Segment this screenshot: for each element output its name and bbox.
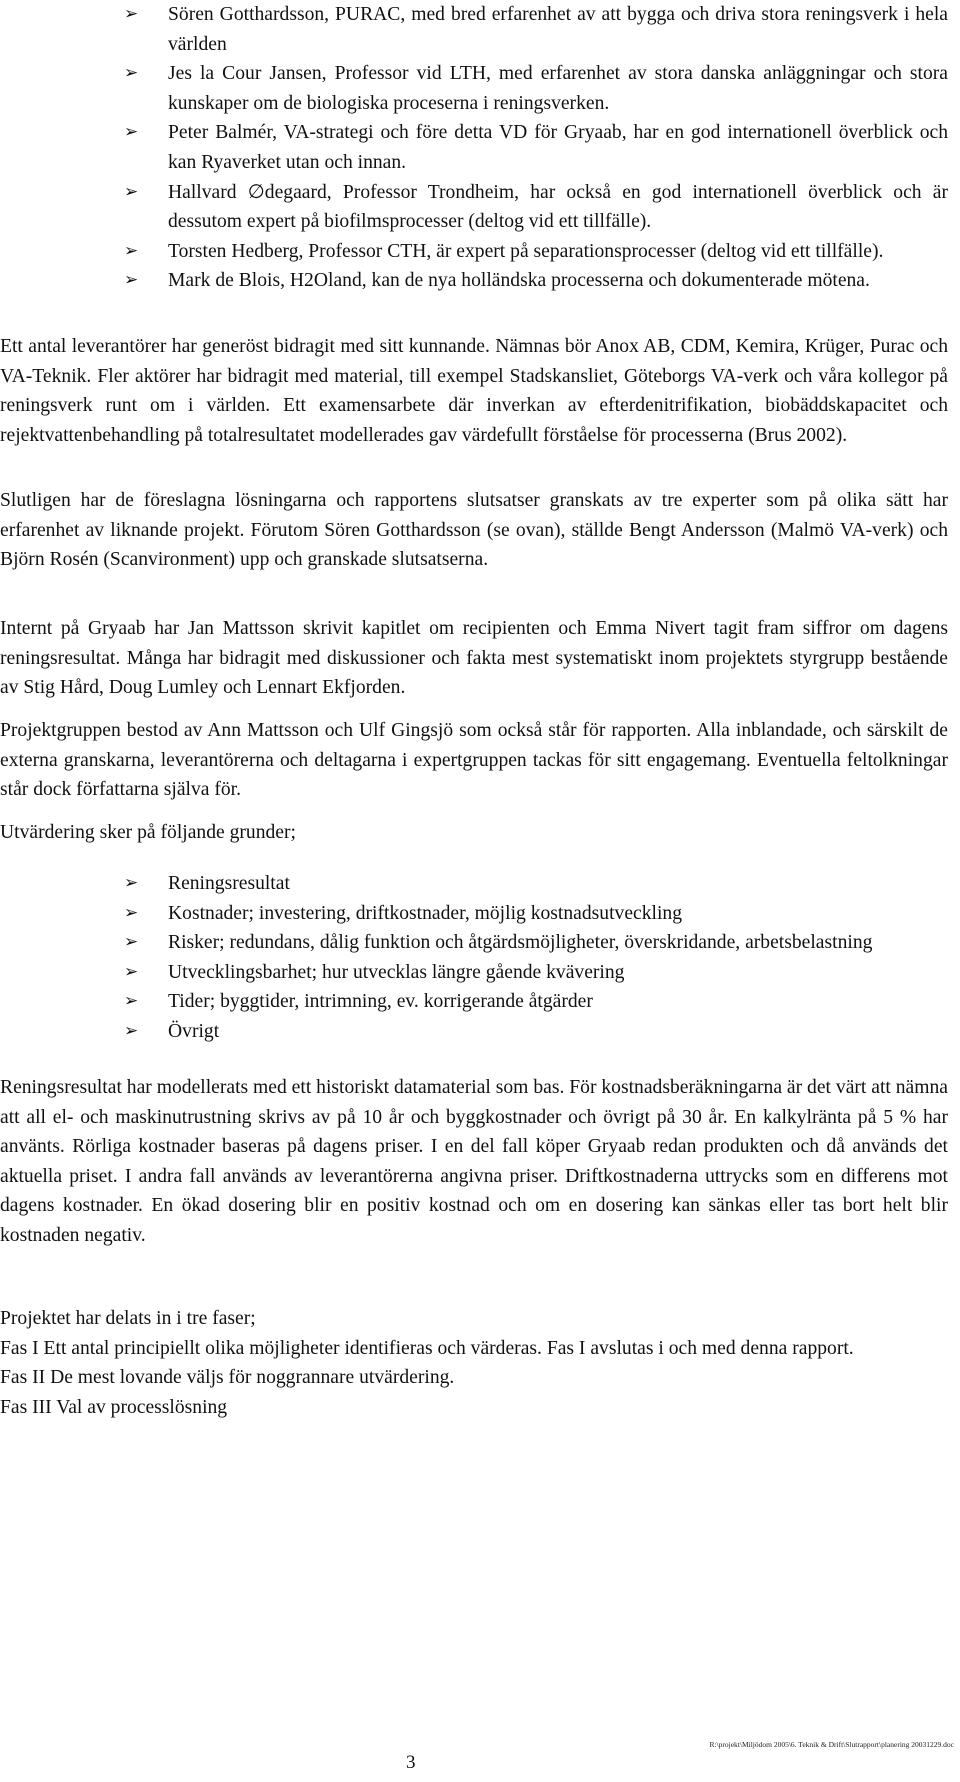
list-item bbox=[0, 899, 948, 929]
arrow-bullet-icon: ➢ bbox=[124, 181, 139, 202]
list-item bbox=[0, 928, 948, 958]
arrow-bullet-icon: ➢ bbox=[124, 122, 139, 143]
reviewers-paragraph: Slutligen har de föreslagna lösningarna och rapportens slutsatser granskats av tre experter som på olika sätt har erfarenhet av liknande projekt. Förutom Sören Gotthardsson (se ovan), ställde Bengt Andersson (Malmö VA-verk) och Björn Rosén (Scanvironment) upp och granskade slutsatserna. bbox=[0, 490, 948, 571]
suppliers-paragraph: Ett antal leverantörer har generöst bidragit med sitt kunnande. Nämnas bör Anox AB, CDM, Kemira, Krüger, Purac och VA-Teknik. Fler aktörer har bidragit med material, till exempel Stadskansliet, Göteborgs VA-verk och våra kollegor på reningsverk runt om i världen. Ett examensarbete där inverkan av efterdenitrifikation, biobäddskapacitet och rejektvattenbehandling på totalresultatet modellerades gav värdefullt förståelse för processerna (Brus 2002). bbox=[0, 336, 948, 446]
list-item bbox=[0, 178, 948, 237]
list-item-text: Tider; byggtider, intrimning, ev. korrigerande åtgärder bbox=[168, 991, 593, 1013]
arrow-bullet-icon: ➢ bbox=[124, 991, 139, 1012]
arrow-bullet-icon: ➢ bbox=[124, 4, 139, 24]
arrow-bullet-icon: ➢ bbox=[124, 961, 139, 982]
list-item-text: Sören Gotthardsson, PURAC, med bred erfarenhet av att bygga och driva stora reningsverk i hela världen bbox=[168, 4, 948, 55]
phases-intro: Projektet har delats in i tre faser; bbox=[0, 1308, 256, 1329]
list-item-text: Jes la Cour Jansen, Professor vid LTH, med erfarenhet av stora danska anläggningar och stora kunskaper om de biologiska proceserna i reningsverken. bbox=[168, 63, 948, 114]
project-group-paragraph: Projektgruppen bestod av Ann Mattsson och Ulf Gingsjö som också står för rapporten. Alla inblandade, och särskilt de externa granskarna, leverantörerna och deltagarna i expertgruppen tackas för sitt engagemang. Eventuella feltolkningar står dock författarna själva för. bbox=[0, 720, 948, 801]
evaluation-criteria-list bbox=[0, 869, 948, 1047]
evaluation-intro: Utvärdering sker på följande grunder; bbox=[0, 822, 296, 843]
arrow-bullet-icon: ➢ bbox=[124, 240, 139, 261]
list-item bbox=[0, 237, 948, 267]
phase-3: Fas III Val av processlösning bbox=[0, 1396, 228, 1418]
list-item-text: Kostnader; investering, driftkostnader, möjlig kostnadsutveckling bbox=[168, 902, 683, 924]
list-item bbox=[0, 869, 948, 899]
list-item bbox=[0, 59, 948, 118]
list-item bbox=[0, 1017, 948, 1047]
list-item bbox=[0, 118, 948, 177]
results-paragraph: Reningsresultat har modellerats med ett historiskt datamaterial som bas. För kostnadsberäkningarna är det värt att nämna att all el- och maskinutrustning skrivs av på 10 år och byggkostnader och övrigt på 30 år. En kalkylränta på 5 % har använts. Rörliga kostnader baseras på dagens priser. I en del fall köper Gryaab redan produkten och då används det aktuella priset. I andra fall används av leverantörerna angivna priser. Driftkostnaderna uttrycks som en differens mot dagens kostnader. En ökad dosering blir en positiv kostnad och om en dosering kan sänkas eller tas bort helt blir kostnaden negativ. bbox=[0, 1077, 948, 1246]
list-item bbox=[0, 987, 948, 1017]
phase-2: Fas II De mest lovande väljs för noggrannare utvärdering. bbox=[0, 1367, 455, 1389]
arrow-bullet-icon: ➢ bbox=[124, 932, 139, 953]
phases-section bbox=[0, 1304, 948, 1422]
arrow-bullet-icon: ➢ bbox=[124, 873, 139, 893]
internal-paragraph: Internt på Gryaab har Jan Mattsson skrivit kapitlet om recipienten och Emma Nivert tagit fram siffror om dagens reningsresultat. Många har bidragit med diskussioner och fakta mest systematiskt inom projektets styrgrupp bestående av Stig Hård, Doug Lumley och Lennart Ekfjorden. bbox=[0, 618, 948, 699]
phase-1: Fas I Ett antal principiellt olika möjligheter identifieras och värderas. Fas I avslutas i och med denna rapport. bbox=[0, 1337, 854, 1359]
list-item-text: Mark de Blois, H2Oland, kan de nya holländska processerna och dokumenterade mötena. bbox=[168, 270, 870, 292]
arrow-bullet-icon: ➢ bbox=[124, 1020, 139, 1041]
list-item-text: Utvecklingsbarhet; hur utvecklas längre gående kvävering bbox=[168, 961, 625, 983]
list-item-text: Torsten Hedberg, Professor CTH, är expert på separationsprocesser (deltog vid ett tillfälle). bbox=[168, 240, 884, 262]
page-number: 3 bbox=[406, 1752, 416, 1773]
arrow-bullet-icon: ➢ bbox=[124, 902, 139, 923]
list-item bbox=[0, 266, 948, 296]
arrow-bullet-icon: ➢ bbox=[124, 270, 139, 291]
list-item bbox=[0, 958, 948, 988]
footer-file-path: R:\projekt\Miljödom 2005\6. Teknik & Drift\Slutrapport\planering 20031229.doc bbox=[709, 1740, 954, 1749]
list-item-text: Övrigt bbox=[168, 1020, 220, 1042]
list-item-text: Peter Balmér, VA-strategi och före detta VD för Gryaab, har en god internationell överblick och kan Ryaverket utan och innan. bbox=[168, 122, 948, 173]
list-item-text: Reningsresultat bbox=[168, 873, 290, 894]
arrow-bullet-icon: ➢ bbox=[124, 63, 139, 84]
list-item-text: Hallvard ∅degaard, Professor Trondheim, har också en god internationell överblick och är dessutom expert på biofilmsprocesser (deltog vid ett tillfälle). bbox=[168, 181, 948, 233]
list-item-text: Risker; redundans, dålig funktion och åtgärdsmöjligheter, överskridande, arbetsbelastning bbox=[168, 932, 873, 954]
list-item bbox=[0, 0, 948, 59]
expert-list bbox=[0, 0, 948, 296]
